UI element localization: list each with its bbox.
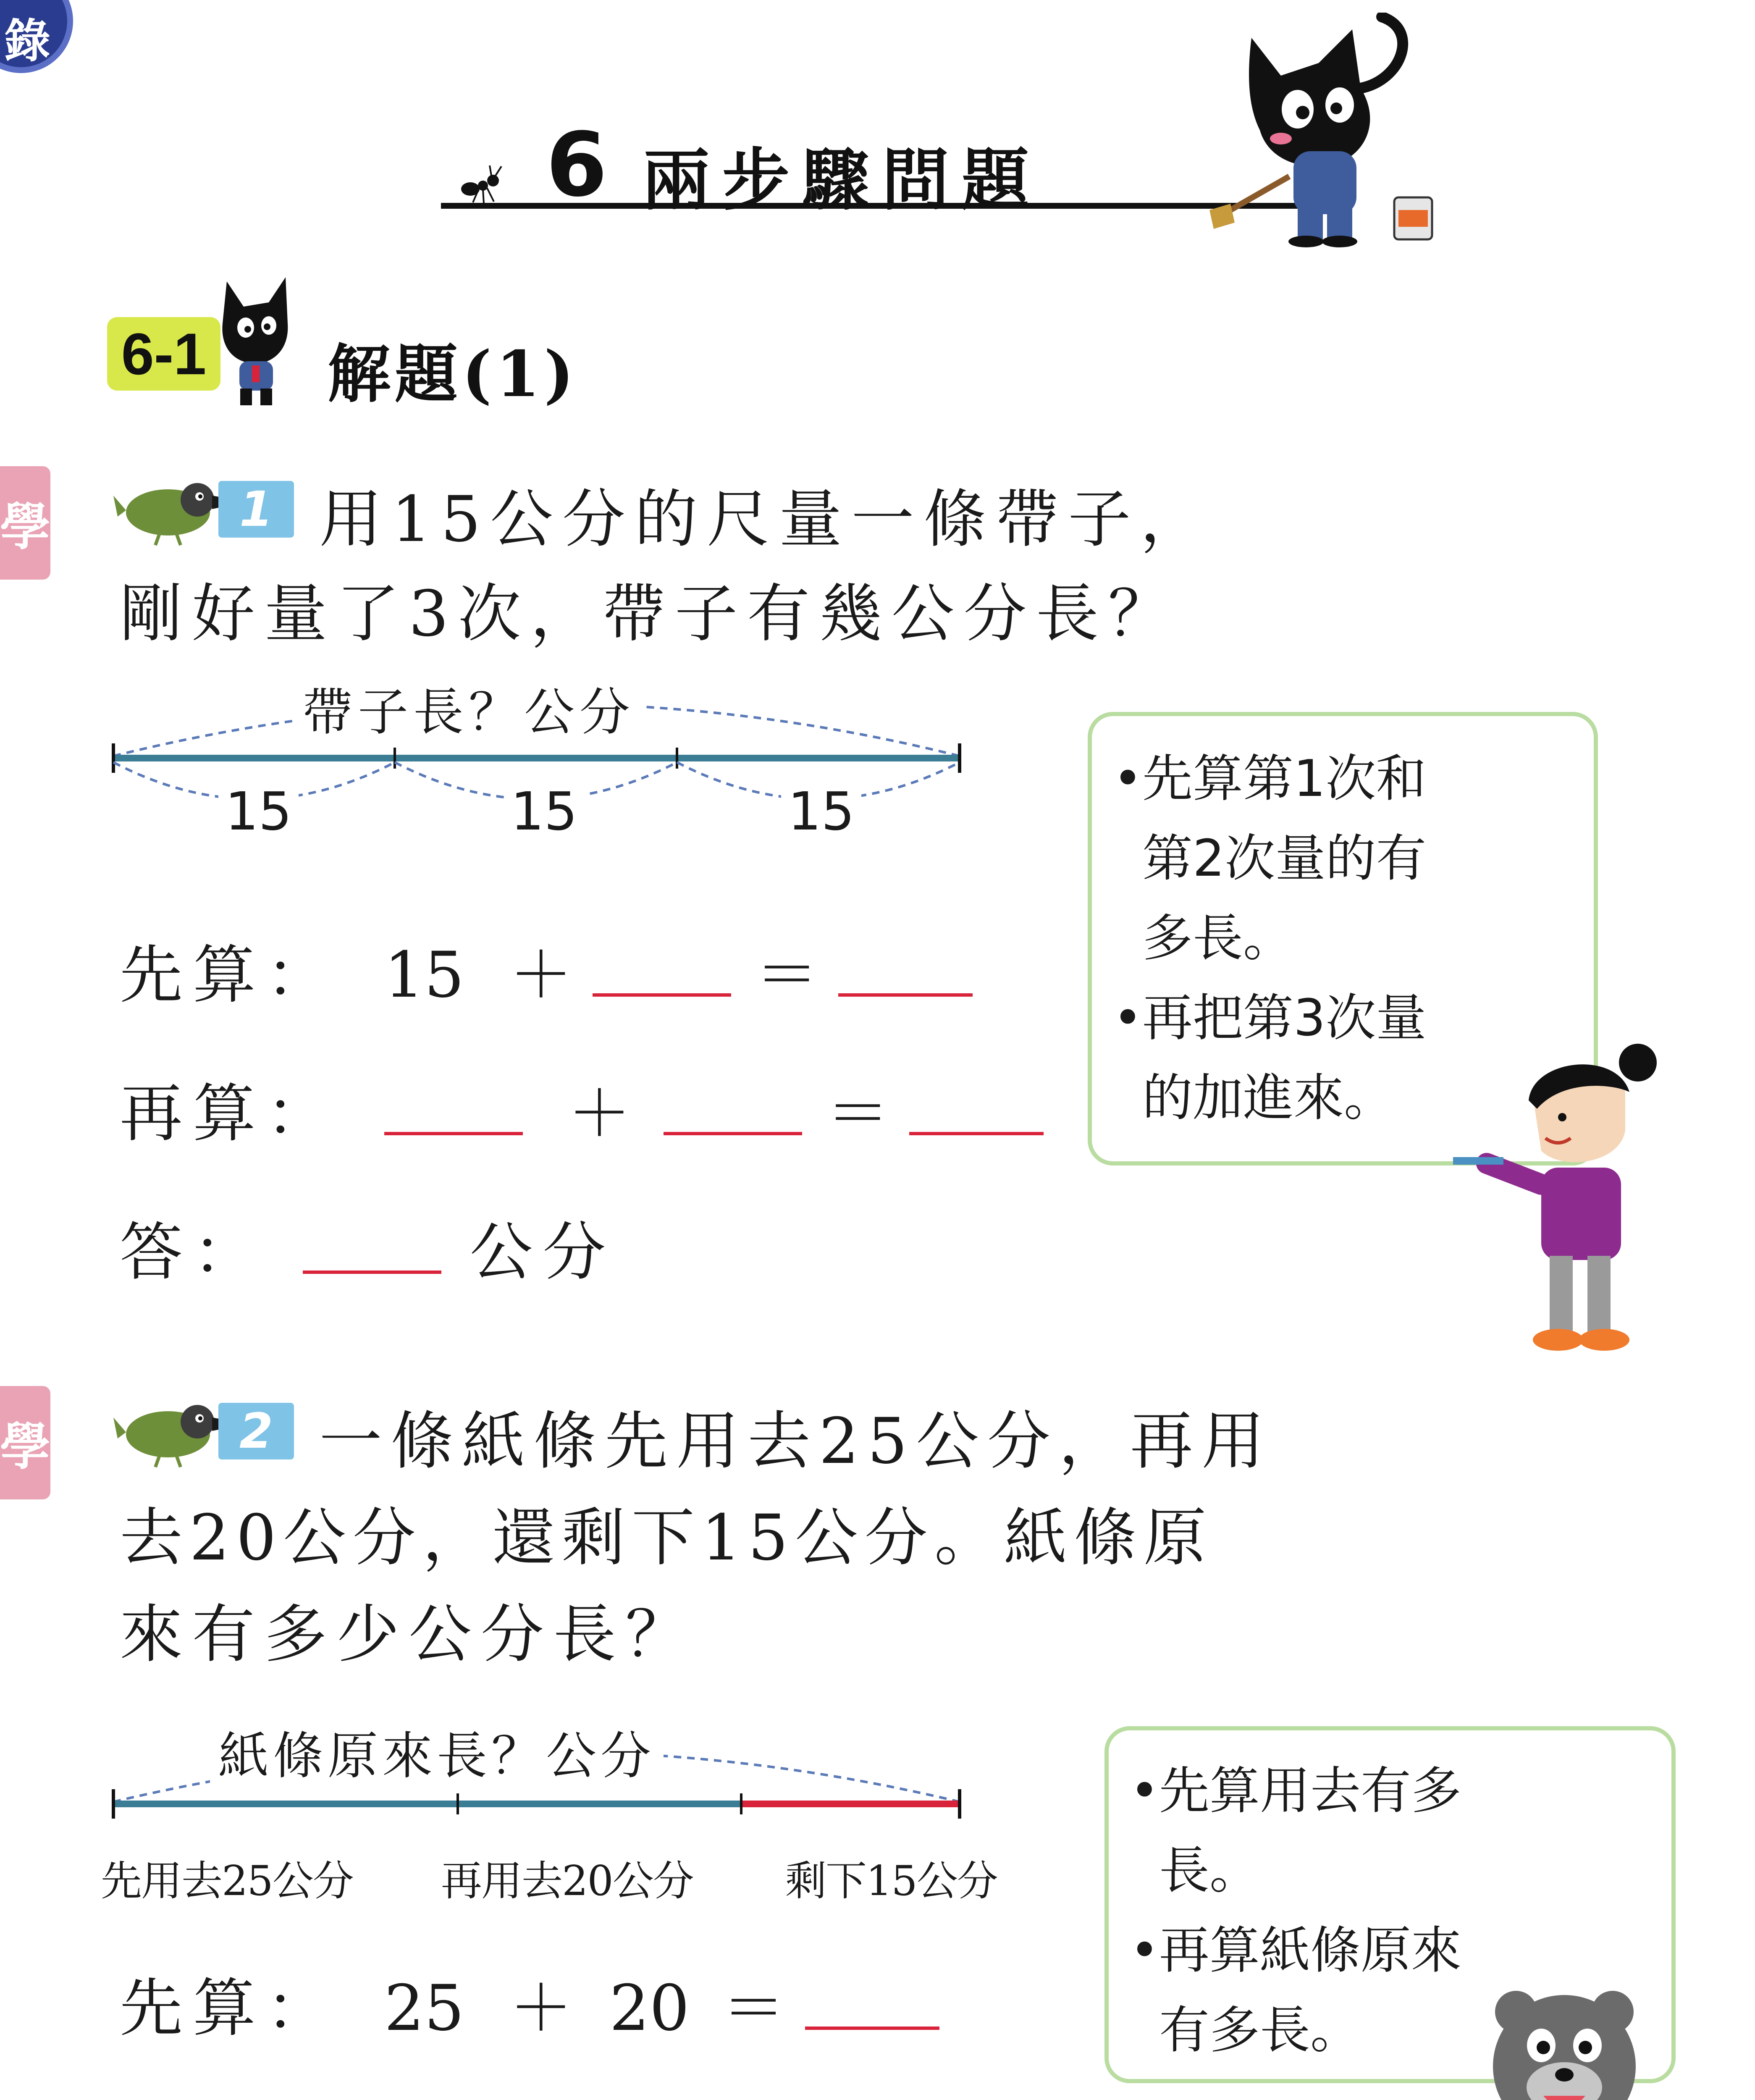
hint-item (1113, 739, 1577, 979)
problem-1-answer (120, 1201, 616, 1292)
problem-1-step-2 (120, 1063, 1044, 1153)
section-title: 解題(1) (328, 337, 578, 411)
step-value: 15 (384, 939, 464, 1012)
problem-2-segment-label: 先用去25公分 (101, 1857, 353, 1905)
problem-2-segment-label: 再用去20公分 (441, 1857, 693, 1905)
side-tab-problem-1 (0, 466, 50, 580)
problem-1-text-line-1: 用15公分的尺量一條帶子， (319, 483, 1212, 556)
hint-text: 第2次量的有 (1142, 830, 1427, 888)
step-label: 先算： (120, 939, 339, 1012)
answer-blank[interactable] (838, 993, 973, 997)
problem-2-number: 2 (239, 1403, 273, 1460)
corner-tab-label: 錄 (4, 14, 50, 68)
plus-sign: ＋ (509, 939, 573, 1012)
problem-2-badge (218, 1403, 294, 1460)
problem-1-text-line-2: 剛好量了3次，帶子有幾公分長？ (120, 578, 1180, 651)
cat-mascot-icon (214, 273, 298, 407)
problem-1-segment-label: 15 (504, 781, 584, 842)
hint-text: 有多長。 (1159, 2001, 1361, 2060)
step-value: 20 (609, 1972, 690, 2045)
hint-bullet: • (1113, 750, 1143, 808)
hint-text: 多長。 (1142, 909, 1293, 968)
problem-1-diagram-top-label: 帶子長？公分 (294, 672, 643, 744)
step-label: 再算： (120, 1077, 339, 1150)
answer-blank[interactable] (593, 993, 731, 997)
answer-blank[interactable] (384, 1132, 523, 1135)
corner-tab (0, 0, 67, 67)
hint-text: 先算第1次和 (1142, 750, 1427, 808)
hint-text: 再算紙條原來 (1159, 1922, 1461, 1980)
answer-blank[interactable] (805, 2026, 939, 2030)
problem-1-segment-label: 15 (218, 781, 299, 842)
problem-2-diagram-top-label: 紙條原來長？公分 (210, 1716, 664, 1788)
problem-1-number: 1 (239, 481, 273, 538)
equals-sign: ＝ (826, 1077, 889, 1150)
side-tab-label: 學 (0, 1417, 50, 1476)
hint-text: 長。 (1159, 1842, 1260, 1900)
problem-2-text-line-1: 一條紙條先用去25公分，再用 (319, 1405, 1273, 1478)
plus-sign: ＋ (509, 1972, 573, 2045)
chapter-number: 6 (546, 113, 608, 216)
answer-unit: 公分 (470, 1216, 616, 1289)
problem-2-step-2 (120, 2096, 989, 2100)
equals-sign: ＝ (722, 1972, 785, 2045)
section-badge (107, 317, 220, 391)
cat-painter-illustration (1184, 13, 1512, 248)
ant-icon (458, 164, 504, 206)
side-tab-label: 學 (0, 497, 50, 556)
answer-blank[interactable] (909, 1132, 1044, 1135)
hint-text: 先算用去有多 (1159, 1762, 1461, 1820)
section-number: 6-1 (121, 320, 207, 387)
hint-bullet: • (1113, 989, 1143, 1047)
hint-bullet: • (1130, 1762, 1160, 1820)
problem-2-step-1 (120, 1957, 939, 2048)
hint-item (1130, 1751, 1655, 1911)
plus-sign: ＋ (568, 1077, 631, 1150)
problem-1-step-1 (120, 924, 973, 1015)
problem-2-text-line-3: 來有多少公分長？ (120, 1598, 698, 1671)
answer-blank[interactable] (303, 1270, 441, 1274)
problem-1-segment-label: 15 (781, 781, 861, 842)
step-label: 先算： (120, 1972, 339, 2045)
side-tab-problem-2 (0, 1386, 50, 1499)
chapter-title: 兩步驟問題 (643, 140, 1042, 219)
bear-illustration (1453, 1982, 1671, 2100)
problem-2-segment-label: 剩下15公分 (785, 1857, 997, 1905)
hint-text: 的加進來。 (1142, 1069, 1394, 1127)
hint-text: 再把第3次量 (1142, 989, 1427, 1047)
hint-bullet: • (1130, 1922, 1160, 1980)
problem-2-text-line-2: 去20公分，還剩下15公分。紙條原 (120, 1502, 1213, 1575)
answer-label: 答： (120, 1216, 266, 1289)
step-value: 25 (384, 1972, 464, 2045)
problem-1-badge (218, 481, 294, 538)
answer-blank[interactable] (664, 1132, 802, 1135)
equals-sign: ＝ (755, 939, 818, 1012)
girl-illustration (1436, 1037, 1671, 1357)
